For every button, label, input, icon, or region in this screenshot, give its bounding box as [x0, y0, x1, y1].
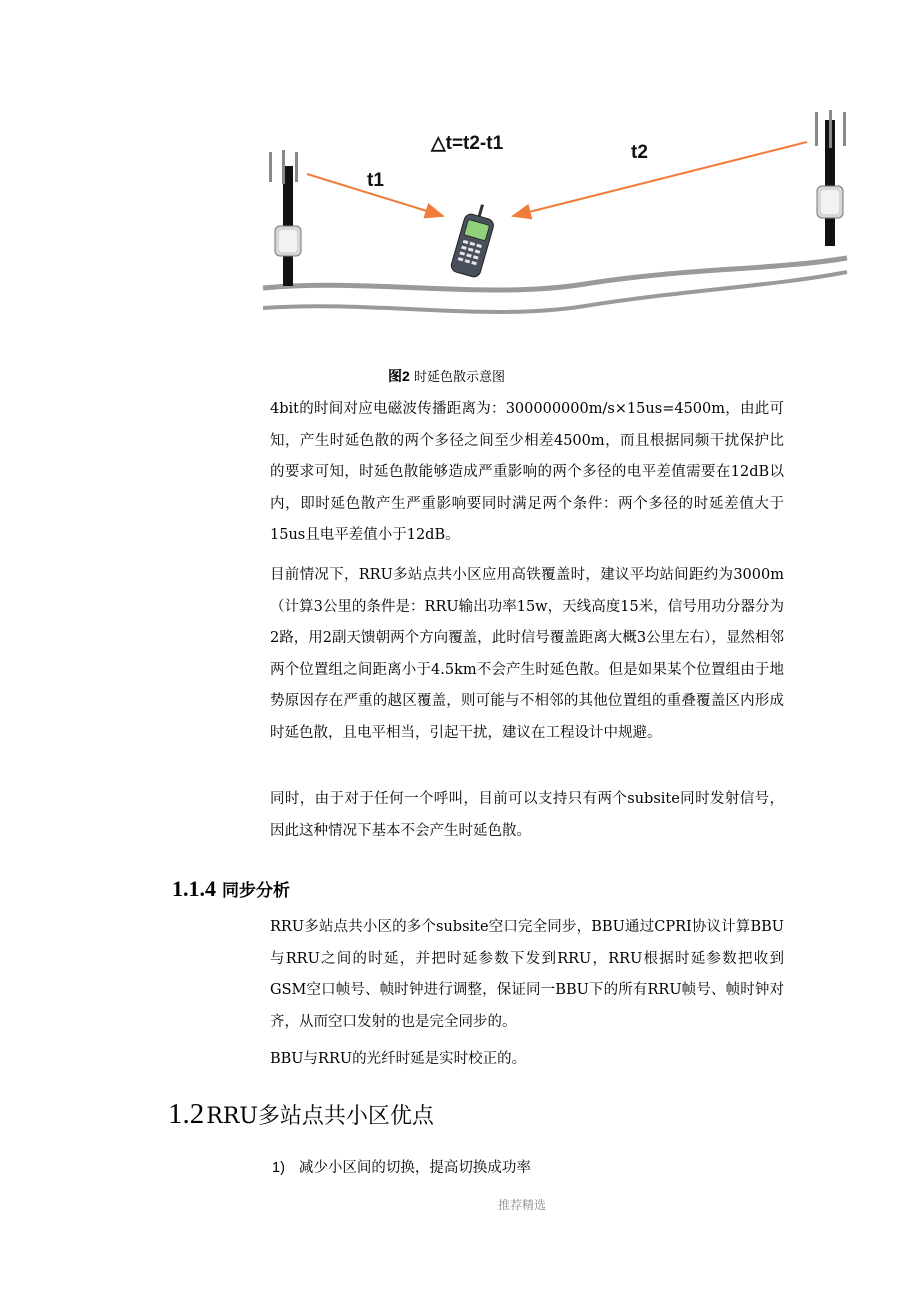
section-heading-1-1-4 [172, 876, 290, 902]
left-tower-icon [269, 150, 301, 286]
figure-caption [388, 366, 505, 386]
paragraph-current-situation: 目前情况下，RRU多站点共小区应用高铁覆盖时，建议平均站间距约为3000m（计算3公里的条件是：RRU输出功率15w，天线高度15米，信号用功分器分为2路，用2副天馈朝两个方向覆盖，此时信号覆盖距离大概3公里左右），显然相邻两个位置组之间距离小于4.5km不会产生时延色散。但是如果某个位置组由于地势原因存在严重的越区覆盖，则可能与不相邻的其他位置组的重叠覆盖区内形成时延色散，且电平相当，引起干扰，建议在工程设计中规避。 [270, 567, 784, 741]
paragraph-delay-calc: 4bit的时间对应电磁波传播距离为：300000000m/s×15us=4500m，由此可知，产生时延色散的两个多径之间至少相差4500m，而且根据同频干扰保护比的要求可知，时延色散能够造成严重影响的两个多径的电平差值需要在12dB以内，即时延色散产生严重影响要同时满足两个条件：两个多径的时延差值大于15us且电平差值小于12dB。 [270, 401, 784, 543]
delta-t-label: △t=t2-t1 [431, 133, 504, 154]
t2-arrow [513, 142, 807, 216]
ground-line-bottom [263, 272, 847, 312]
paragraph-subsite: 同时，由于对于任何一个呼叫，目前可以支持只有两个subsite同时发射信号，因此这种情况下基本不会产生时延色散。 [270, 791, 784, 839]
section-title: RRU多站点共小区优点 [206, 1104, 434, 1129]
list-text: 减少小区间的切换，提高切换成功率 [298, 1160, 531, 1176]
section-number: 1.1.4 [172, 876, 216, 901]
paragraph-sync: RRU多站点共小区的多个subsite空口完全同步，BBU通过CPRI协议计算BBU与RRU之间的时延，并把时延参数下发到RRU，RRU根据时延参数把收到GSM空口帧号、帧时钟进行调整，保证同一BBU下的所有RRU帧号、帧时钟对齐，从而空口发射的也是完全同步的。 [270, 919, 784, 1030]
list-item [272, 1156, 531, 1177]
paragraph-fiber-delay: BBU与RRU的光纤时延是实时校正的。 [270, 1051, 527, 1067]
figure-illustration [255, 100, 855, 335]
section-heading-1-2 [168, 1098, 434, 1131]
section-number: 1.2 [168, 1098, 205, 1130]
mobile-phone-icon [450, 201, 499, 278]
caption-number: 图2 [388, 368, 410, 384]
section-title: 同步分析 [222, 881, 290, 901]
right-tower-icon [815, 110, 846, 246]
t1-label: t1 [367, 170, 384, 191]
delay-dispersion-figure [255, 100, 855, 335]
footer-watermark: 推荐精选 [498, 1198, 547, 1212]
caption-text: 时延色散示意图 [413, 370, 505, 385]
t2-label: t2 [631, 142, 648, 163]
list-index: 1) [272, 1160, 285, 1176]
